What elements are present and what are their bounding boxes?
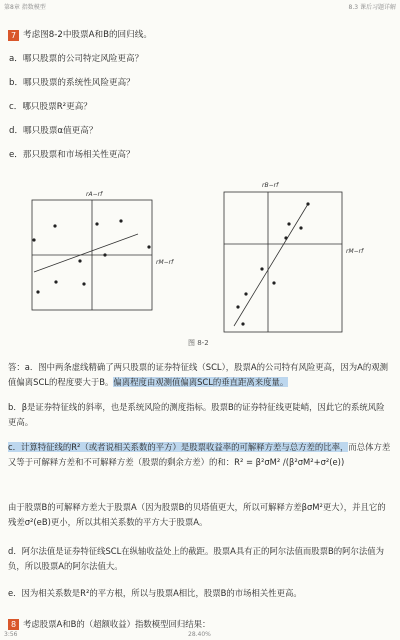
answer-b: b．β是证券特征线的斜率，也是系统风险的测度指标。股票B的证券特征线更陡峭，因此它的系统风险更高。 bbox=[8, 402, 385, 427]
chart-a-point bbox=[82, 282, 85, 285]
chart-a-ylabel: rA−rf bbox=[86, 191, 103, 198]
chart-b-point bbox=[306, 202, 309, 205]
next-question-text: 考虑股票A和B的（超额收益）指数模型回归结果： bbox=[23, 619, 211, 629]
section-title: 8.3 课后习题详解 bbox=[348, 4, 396, 11]
answer-a-text: 答：a．图中两条虚线精确了两只股票的证券特征线（SCL），股票A的公司特有风险更高，因为A的观测值偏离SCL的程度要大于B。 bbox=[8, 362, 388, 387]
option-a: a．哪只股票的公司特定风险更高？ bbox=[9, 54, 144, 64]
chart-a-xlabel: rM−rf bbox=[156, 259, 174, 266]
chart-a-point bbox=[36, 290, 39, 293]
chart-a-point bbox=[54, 280, 57, 283]
answer-c-explanation: 由于股票B的可解释方差大于股票A（因为股票B的贝塔值更大，所以可解释方差βσM²更大），并且它的残差σ²(eB)更小，所以其相关系数的平方大于股票A。 bbox=[8, 502, 386, 527]
chart-a-point bbox=[147, 245, 150, 248]
question-text: 考虑图8-2中股票A和B的回归线。 bbox=[23, 30, 152, 40]
chart-a-point bbox=[32, 238, 35, 241]
question-block bbox=[8, 28, 392, 172]
chart-b-point bbox=[244, 292, 247, 295]
chart-b bbox=[224, 182, 364, 332]
chart-b-xlabel: rM−rf bbox=[346, 248, 364, 255]
question-line bbox=[8, 28, 392, 42]
reading-progress: 28.40% bbox=[188, 631, 211, 638]
top-header bbox=[0, 0, 400, 12]
chart-a-point bbox=[119, 219, 122, 222]
answer-a-highlight[interactable]: 偏离程度由观测值偏离SCL的垂直距离来度量。 bbox=[113, 376, 289, 387]
figure-8-2 bbox=[24, 172, 384, 352]
chart-b-scl-line bbox=[234, 204, 308, 326]
answer-c bbox=[8, 440, 392, 469]
chapter-title: 第8章 指数模型 bbox=[4, 4, 46, 11]
chart-a-point bbox=[103, 253, 106, 256]
question-number-badge: 7 bbox=[8, 30, 19, 41]
answer-c-text: 而总体方差又等于可解释方差和不可解释方差（股票的剩余方差）的和：R² = β²σM² /(β²σM²+σ²(e)) bbox=[8, 442, 391, 467]
status-bar bbox=[0, 631, 400, 640]
chart-a bbox=[32, 191, 174, 310]
option-e: e．那只股票和市场相关性更高？ bbox=[9, 150, 135, 160]
answer-a bbox=[8, 360, 392, 389]
chart-a-point bbox=[95, 222, 98, 225]
chart-b-ylabel: rB−rf bbox=[262, 182, 279, 189]
chart-b-point bbox=[241, 322, 244, 325]
chart-a-point bbox=[78, 259, 81, 262]
chart-b-point bbox=[260, 267, 263, 270]
regression-charts bbox=[24, 172, 384, 352]
chart-b-frame bbox=[224, 192, 342, 332]
chart-b-point bbox=[284, 236, 287, 239]
answer-c-highlight[interactable]: c．计算特征线的R²（或者说相关系数的平方）是股票收益率的可解释方差与总方差的比率， bbox=[8, 442, 349, 452]
chart-b-point bbox=[299, 226, 302, 229]
chart-a-point bbox=[53, 224, 56, 227]
next-question-number-badge: 8 bbox=[8, 619, 19, 630]
answer-d: d．阿尔法值是证券特征线SCL在纵轴收益处上的截距。股票A具有正的阿尔法值而股票B的阿尔法值为负，所以股票A的阿尔法值大。 bbox=[8, 546, 384, 571]
figure-caption: 图 8-2 bbox=[188, 339, 209, 347]
chart-b-point bbox=[272, 281, 275, 284]
next-question-line bbox=[8, 618, 210, 630]
chart-b-point bbox=[287, 222, 290, 225]
option-b: b．哪只股票的系统性风险更高？ bbox=[9, 78, 135, 88]
status-time: 3:56 bbox=[4, 631, 18, 638]
answer-e: e．因为相关系数是R²的平方根，所以与股票A相比，股票B的市场相关性更高。 bbox=[8, 588, 302, 598]
option-d: d．哪只股票α值更高？ bbox=[9, 126, 98, 136]
chart-b-point bbox=[236, 305, 239, 308]
option-c: c．哪只股票R²更高？ bbox=[9, 102, 92, 112]
chart-a-scl-line bbox=[34, 234, 138, 272]
